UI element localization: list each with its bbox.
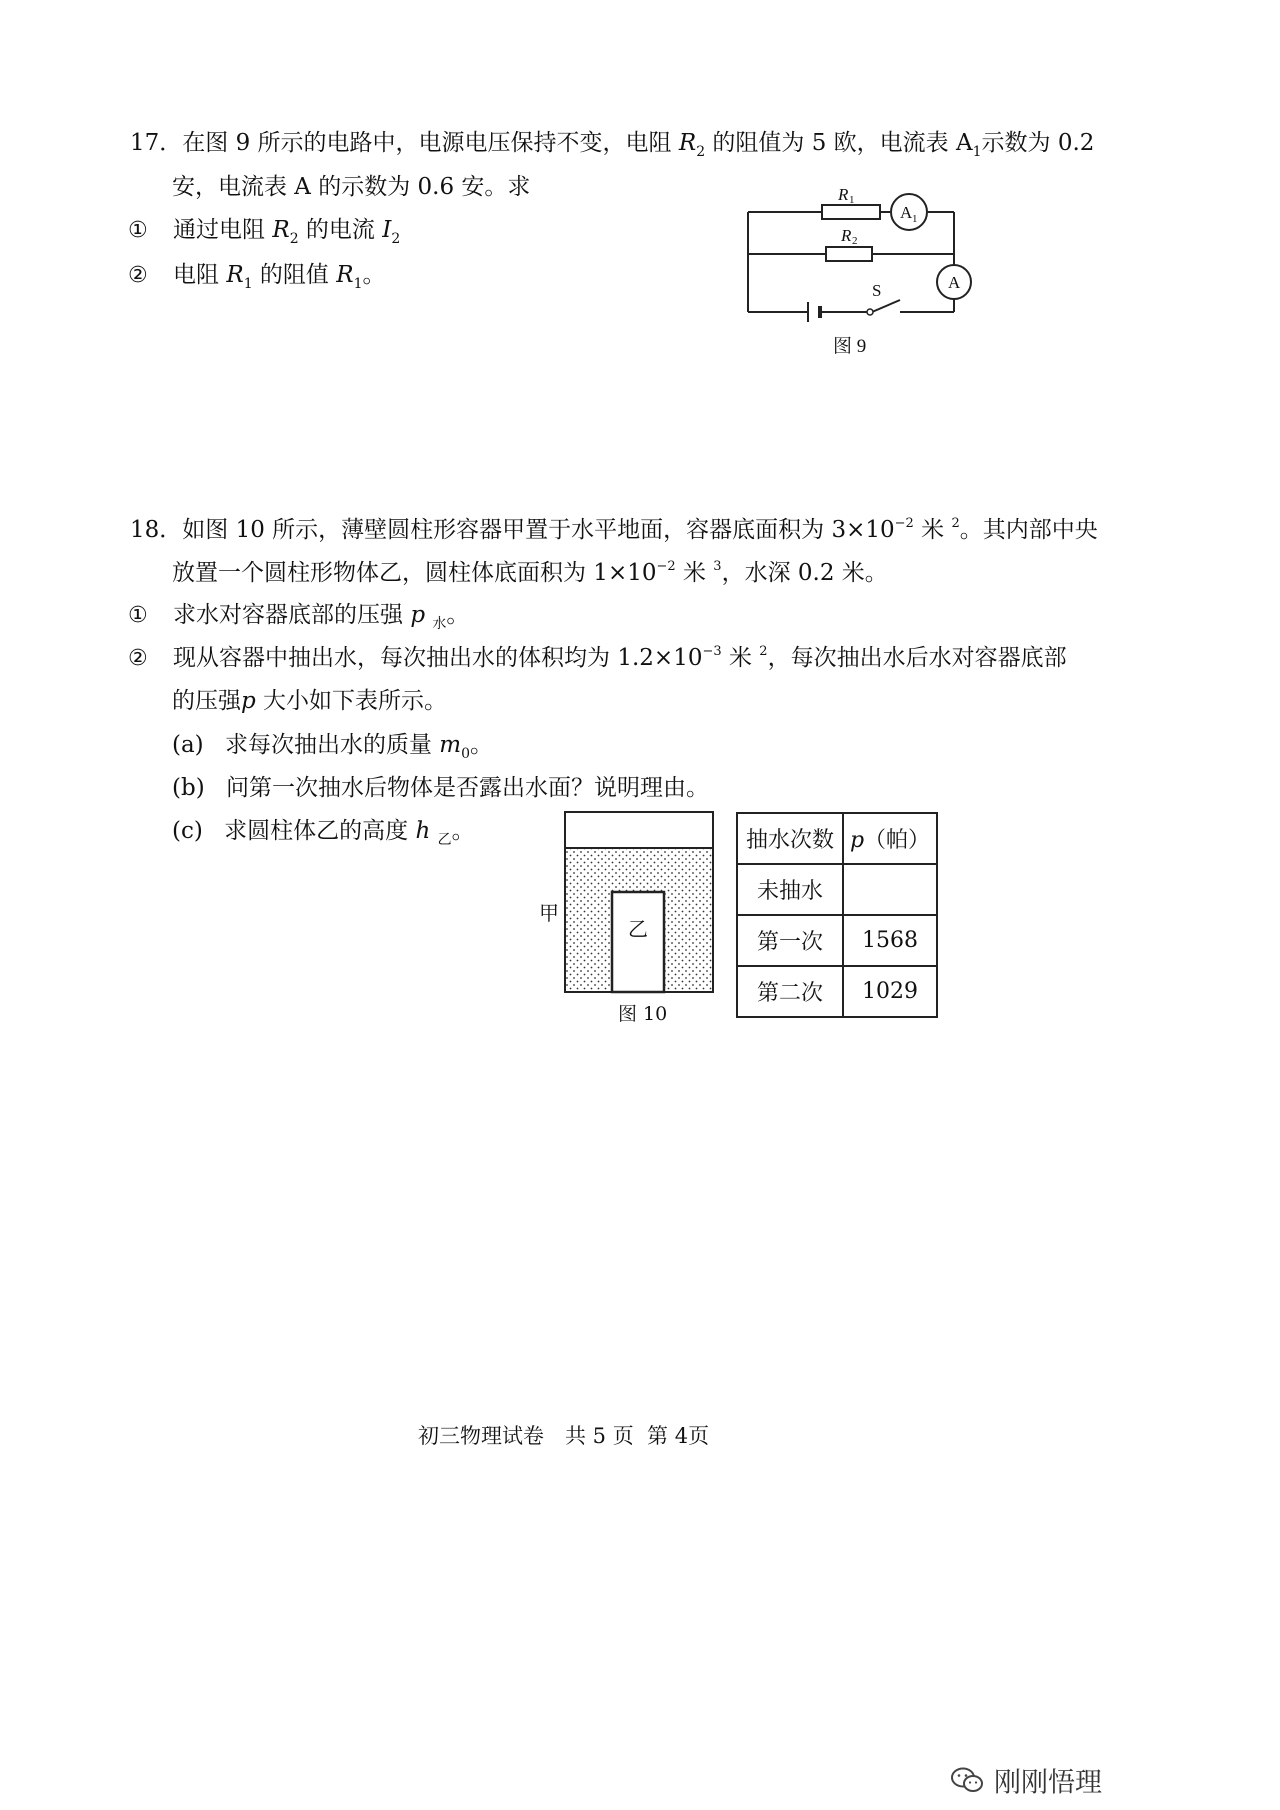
- switch-contact: [867, 309, 873, 315]
- circuit-diagram: [740, 180, 980, 360]
- q18-number: 18．: [130, 517, 183, 543]
- svg-text:2: 2: [852, 235, 858, 247]
- table-row: 未抽水: [737, 864, 937, 915]
- table-row: 第二次 1029: [737, 966, 937, 1017]
- container-label: 甲: [539, 901, 559, 925]
- container-diagram: [530, 808, 730, 1028]
- cylinder-yi: [612, 892, 664, 992]
- svg-text:1: 1: [849, 194, 855, 206]
- q18-sub-c: (c) 求圆柱体乙的高度 h $_乙$。: [172, 818, 475, 848]
- q17-number: 17．: [130, 130, 183, 156]
- q18-line-1: 18．如图 10 所示，薄壁圆柱形容器甲置于水平地面，容器底面积为 $3\times 10^{-2}$ 米 $^2$。其内部中央: [130, 516, 1098, 543]
- q18-line-2: 放置一个圆柱形物体乙，圆柱体底面积为 $1\times 10^{-2}$ 米 $^3$，水深 0.2 米。: [172, 559, 888, 586]
- q17-line-1: 17．在图 9 所示的电路中，电源电压保持不变，电阻 $R_2$ 的阻值为 5 欧，电流表 $A_1$示数为 0.2: [130, 130, 1095, 160]
- watermark-text: 刚刚悟理: [994, 1767, 1102, 1799]
- q18-item-2-line-2: 的压强p 大小如下表所示。: [172, 688, 448, 714]
- watermark: [950, 1761, 1102, 1800]
- a1-label: A: [900, 203, 913, 222]
- page-footer: 初三物理试卷 共 5 页 第 4页: [418, 1424, 710, 1448]
- q18-sub-b: (b) 问第一次抽水后物体是否露出水面？说明理由。: [172, 775, 709, 801]
- q17-line-2: 安，电流表 A 的示数为 0.6 安。求: [172, 174, 531, 200]
- r2-label: R: [841, 226, 852, 245]
- q18-item-2: ② 现从容器中抽出水，每次抽出水的体积均为 $1.2\times 10^{-3}$ 米 $^2$，每次抽出水后水对容器底部: [128, 644, 1067, 671]
- q18-sub-a: (a) 求每次抽出水的质量 $m_0$。: [172, 732, 494, 762]
- table-row: 第一次 1568: [737, 915, 937, 966]
- figure-10-caption: 图 10: [618, 1003, 668, 1025]
- pressure-table: [736, 812, 938, 1018]
- table-header-pressure: p（帕）: [843, 813, 937, 864]
- svg-text:1: 1: [912, 213, 918, 225]
- resistor-r2: [826, 247, 872, 261]
- a-label: A: [948, 273, 961, 292]
- table-header-count: 抽水次数: [737, 813, 843, 864]
- r1-label: R: [838, 185, 849, 204]
- resistor-r1: [822, 205, 880, 219]
- figure-9-caption: 图 9: [833, 336, 867, 357]
- table-header-row: [737, 813, 937, 864]
- q17-item-2: ② 电阻 $R_1$ 的阻值 $R_1$。: [128, 262, 386, 292]
- switch-label: S: [872, 281, 882, 300]
- q17-item-1: ① 通过电阻 $R_2$ 的电流 $I_2$: [128, 217, 401, 247]
- wechat-icon: [950, 1766, 984, 1794]
- object-label: 乙: [628, 917, 648, 941]
- q18-item-1: ① 求水对容器底部的压强 p $_水$。: [128, 602, 470, 632]
